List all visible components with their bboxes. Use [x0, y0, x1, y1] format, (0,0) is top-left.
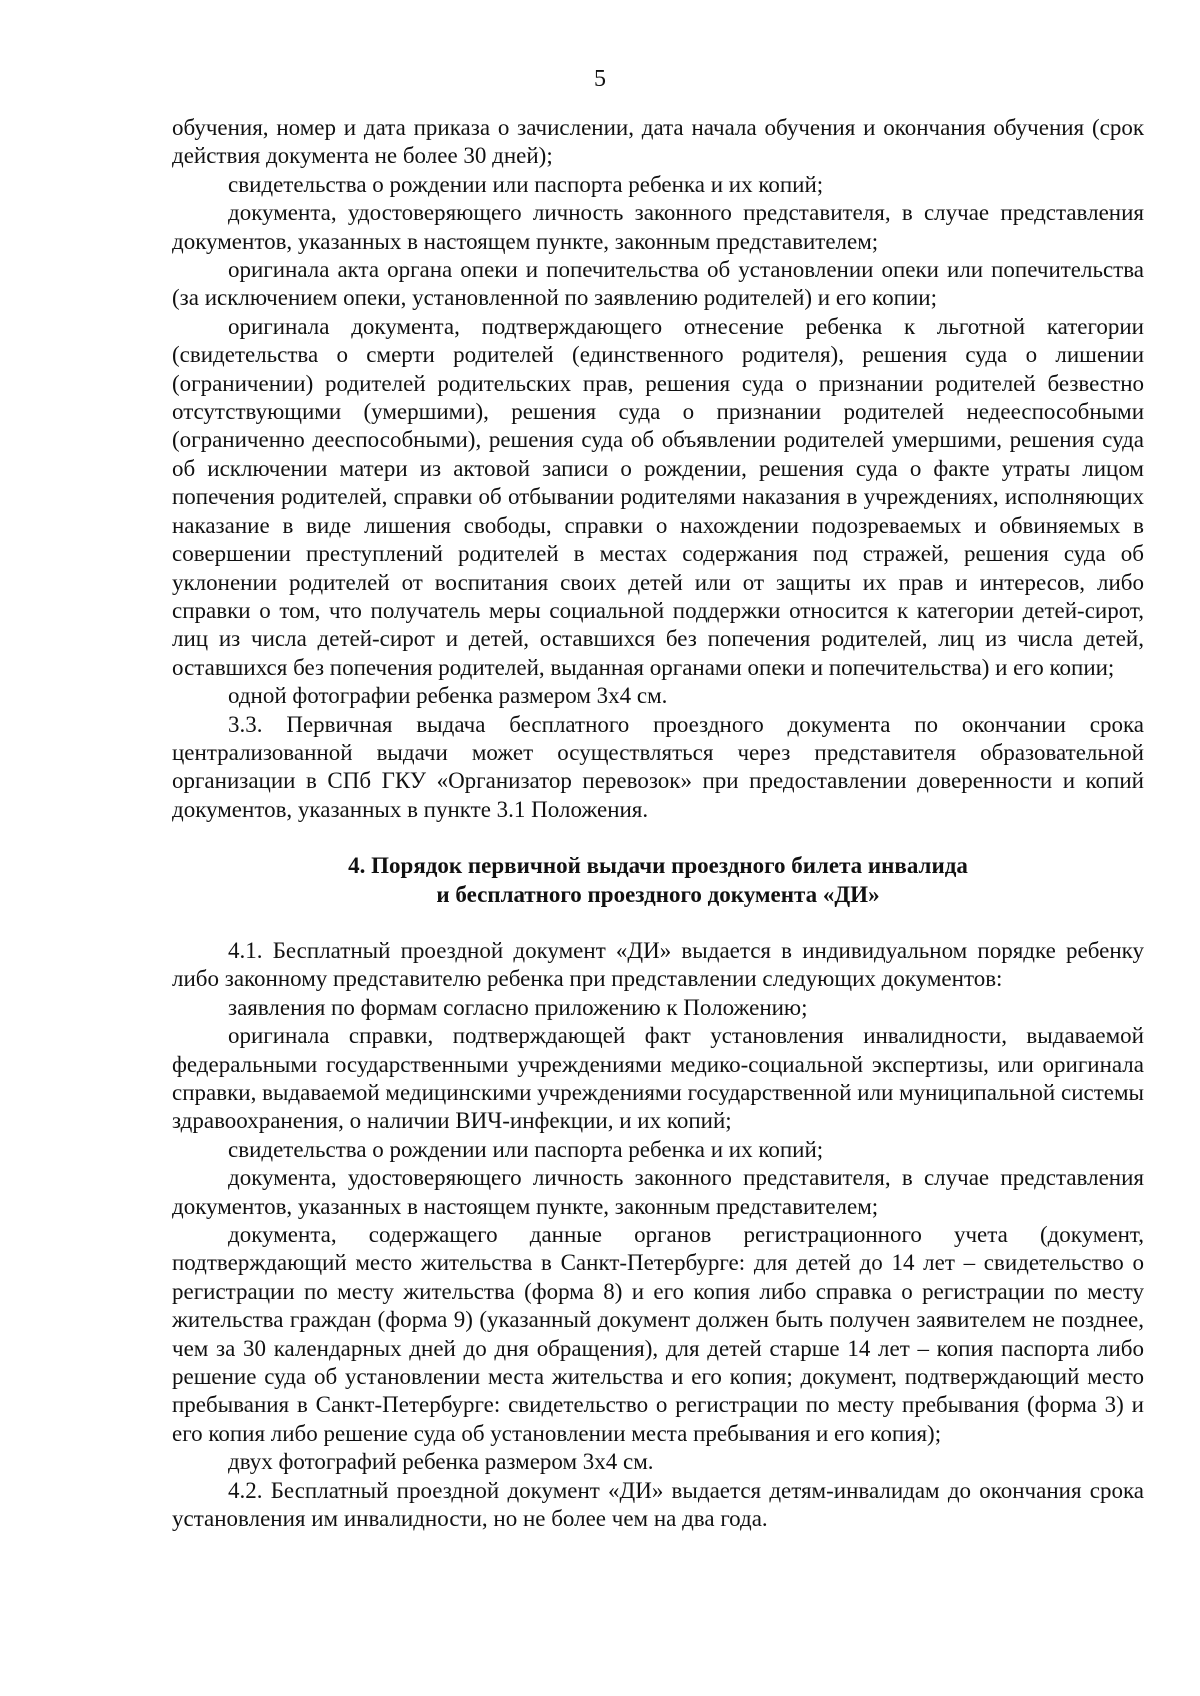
paragraph: оригинала документа, подтверждающего отнесение ребенка к льготной категории (свидетельства о смерти родителей (единственного родителя), решения суда о лишении (ограничении) родителей родительских прав, решения суда о признании родителей безвестно отсутствующими (умершими), решения суда о признании родителей недееспособными (ограниченно дееспособными), решения суда об объявлении родителей умершими, решения суда об исключении матери из актовой записи о рождении, решения суда о факте утраты лицом попечения родителей, справки об отбывании родителями наказания в учреждениях, исполняющих наказание в виде лишения свободы, справки о нахождении подозреваемых и обвиняемых в совершении преступлений родителей в местах содержания под стражей, решения суда об уклонении родителей от воспитания своих детей или от защиты их прав и интересов, либо справки о том, что получатель меры социальной поддержки относится к категории детей-сирот, лиц из числа детей-сирот и детей, оставшихся без попечения родителей, лиц из числа детей, оставшихся без попечения родителей, выданная органами опеки и попечительства) и его копии; — [172, 313, 1144, 680]
document-body — [172, 114, 1144, 1534]
paragraph: свидетельства о рождении или паспорта ребенка и их копий; — [228, 171, 824, 197]
paragraph-clause-4-1: 4.1. Бесплатный проездной документ «ДИ» выдается в индивидуальном порядке ребенку либо законному представителю ребенка при представлении следующих документов: — [172, 937, 1144, 992]
page-number: 5 — [594, 66, 606, 92]
paragraph: свидетельства о рождении или паспорта ребенка и их копий; — [228, 1136, 824, 1162]
paragraph-clause-3-3: 3.3. Первичная выдача бесплатного проездного документа по окончании срока централизованной выдачи может осуществляться через представителя образовательной организации в СПб ГКУ «Организатор перевозок» при предоставлении доверенности и копий документов, указанных в пункте 3.1 Положения. — [172, 711, 1144, 822]
paragraph-clause-4-2: 4.2. Бесплатный проездной документ «ДИ» выдается детям-инвалидам до окончания срока установления им инвалидности, но не более чем на два года. — [172, 1477, 1144, 1532]
paragraph: двух фотографий ребенка размером 3х4 см. — [228, 1449, 654, 1475]
paragraph: оригинала акта органа опеки и попечительства об установлении опеки или попечительства (за исключением опеки, установленной по заявлению родителей) и его копии; — [172, 257, 1144, 311]
section-heading-line-2: и бесплатного проездного документа «ДИ» — [436, 881, 880, 907]
paragraph: документа, содержащего данные органов регистрационного учета (документ, подтверждающий место жительства в Санкт-Петербурге: для детей до 14 лет – свидетельство о регистрации по месту жительства (форма 8) и его копия либо справка о регистрации по месту жительства граждан (форма 9) (указанный документ должен быть получен заявителем не позднее, чем за 30 календарных дней до дня обращения), для детей старше 14 лет – копия паспорта либо решение суда об установлении места жительства и его копия; документ, подтверждающий место пребывания в Санкт-Петербурге: свидетельство о регистрации по месту пребывания (форма 3) и его копия либо решение суда об установлении места пребывания и его копия); — [172, 1222, 1144, 1446]
paragraph-continuation: обучения, номер и дата приказа о зачислении, дата начала обучения и окончания обучения (срок действия документа не более 30 дней); — [172, 115, 1144, 169]
paragraph: документа, удостоверяющего личность законного представителя, в случае представления документов, указанных в настоящем пункте, законным представителем; — [172, 200, 1144, 254]
section-heading-line-1: 4. Порядок первичной выдачи проездного билета инвалида — [348, 853, 968, 879]
paragraph: оригинала справки, подтверждающей факт установления инвалидности, выдаваемой федеральными государственными учреждениями медико-социальной экспертизы, или оригинала справки, выдаваемой медицинскими учреждениями государственной или муниципальной системы здравоохранения, о наличии ВИЧ-инфекции, и их копий; — [172, 1023, 1144, 1134]
paragraph: одной фотографии ребенка размером 3х4 см. — [228, 683, 668, 709]
paragraph: документа, удостоверяющего личность законного представителя, в случае представления документов, указанных в настоящем пункте, законным представителем; — [172, 1165, 1144, 1219]
paragraph: заявления по формам согласно приложению к Положению; — [228, 994, 808, 1020]
section-heading — [172, 852, 1144, 909]
